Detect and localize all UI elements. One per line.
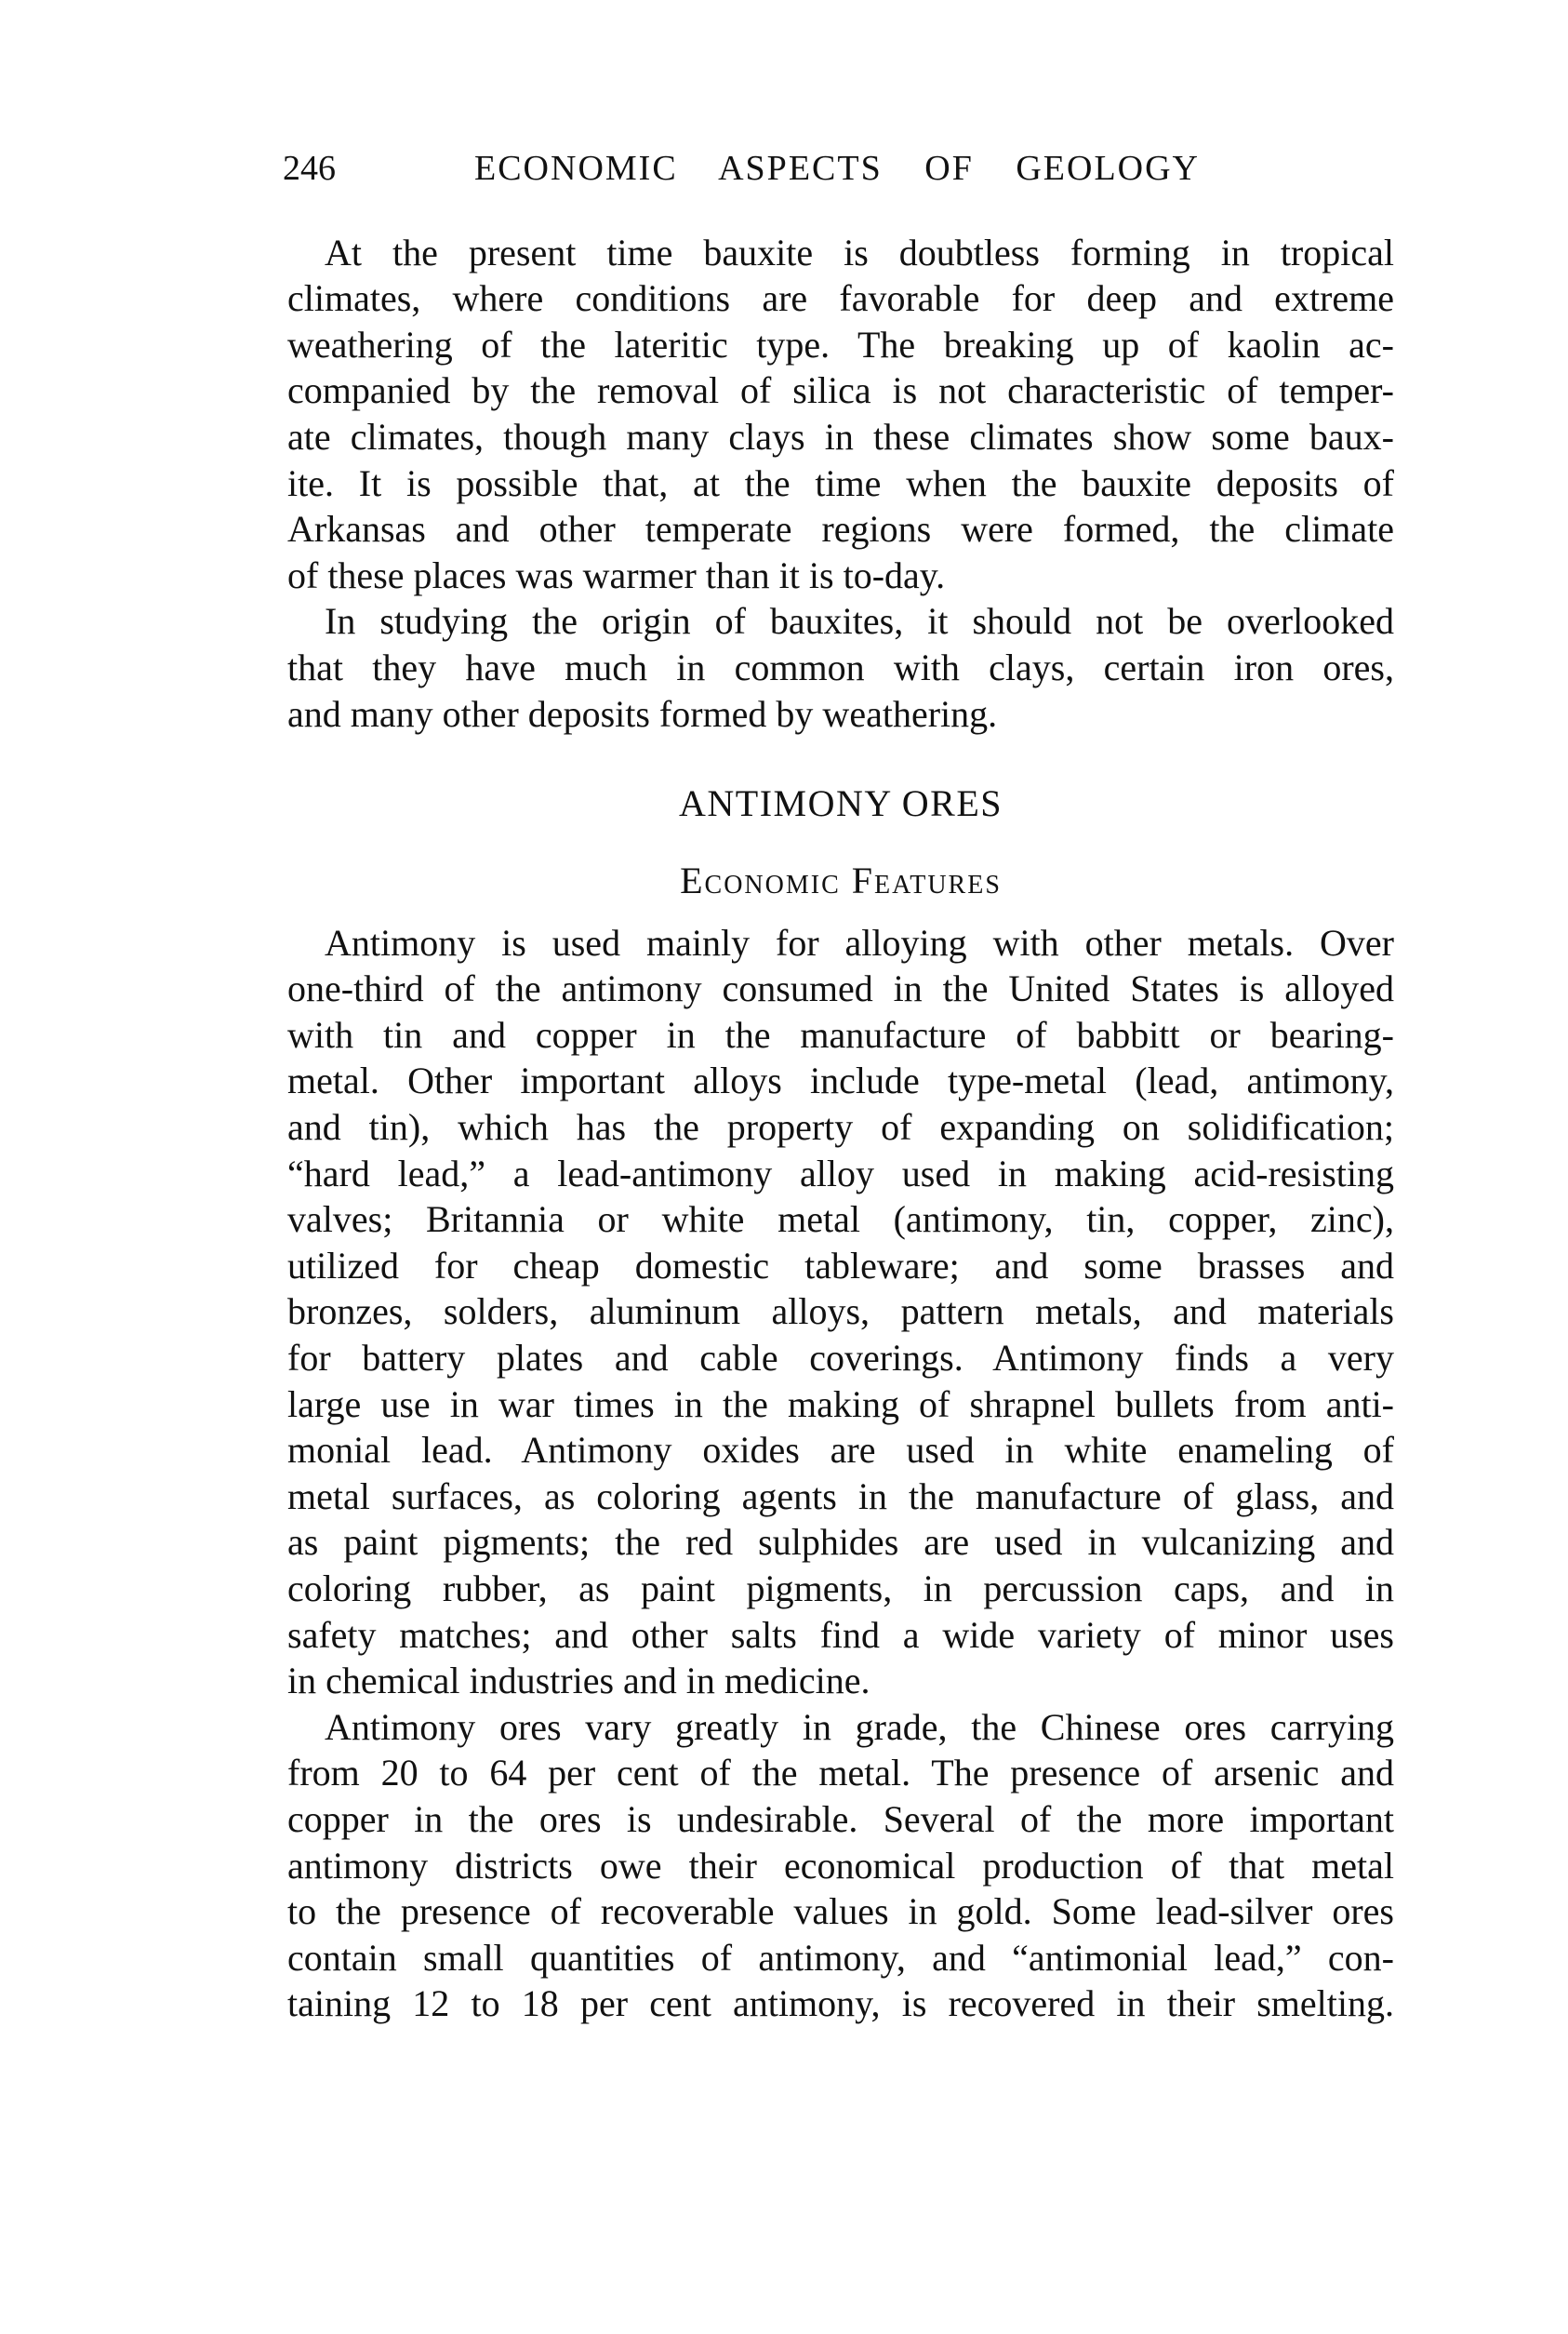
page-number: 246	[283, 149, 336, 188]
paragraph	[287, 1704, 1394, 2027]
text-line: antimony districts owe their economical production of that metal	[287, 1844, 1394, 1887]
text-line: weathering of the lateritic type. The breaking up of kaolin ac-	[287, 323, 1394, 366]
text-line: valves; Britannia or white metal (antimony, tin, copper, zinc),	[287, 1198, 1394, 1241]
running-title: ECONOMIC ASPECTS OF GEOLOGY	[474, 149, 1200, 188]
section-heading: ANTIMONY ORES	[678, 781, 1003, 824]
text-line: bronzes, solders, aluminum alloys, pattern metals, and materials	[287, 1290, 1394, 1333]
text-line: with tin and copper in the manufacture of babbitt or bearing-	[287, 1013, 1394, 1056]
text-line: metal. Other important alloys include type-metal (lead, antimony,	[287, 1060, 1394, 1102]
text-line: monial lead. Antimony oxides are used in white enameling of	[287, 1429, 1394, 1472]
section-subheading: Economic Features	[680, 859, 1002, 901]
paragraph	[287, 598, 1394, 737]
text-line: Antimony is used mainly for alloying with other metals. Over	[325, 921, 1394, 964]
text-line: to the presence of recoverable values in gold. Some lead-silver ores	[287, 1890, 1394, 1933]
text-line: taining 12 to 18 per cent antimony, is recovered in their smelting.	[287, 1982, 1394, 2025]
text-line: and many other deposits formed by weathering.	[287, 692, 998, 735]
text-line: At the present time bauxite is doubtless forming in tropical	[325, 231, 1394, 273]
text-line: copper in the ores is undesirable. Several of the more important	[287, 1797, 1394, 1840]
bauxite-continuation-text	[287, 230, 1394, 738]
text-line: coloring rubber, as paint pigments, in percussion caps, and in	[287, 1567, 1394, 1609]
text-line: ite. It is possible that, at the time when the bauxite deposits of	[287, 461, 1394, 504]
text-line: In studying the origin of bauxites, it should not be overlooked	[325, 600, 1394, 643]
text-line: of these places was warmer than it is to-day.	[287, 553, 946, 596]
text-line: Arkansas and other temperate regions were formed, the climate	[287, 508, 1394, 551]
paragraph	[287, 230, 1394, 599]
text-line: one-third of the antimony consumed in the United States is alloyed	[287, 967, 1394, 1010]
text-line: climates, where conditions are favorable for deep and extreme	[287, 277, 1394, 320]
text-line: Antimony ores vary greatly in grade, the Chinese ores carrying	[325, 1705, 1394, 1748]
text-line: and tin), which has the property of expanding on solidification;	[287, 1106, 1394, 1149]
antimony-section-text	[287, 920, 1394, 2027]
text-line: from 20 to 64 per cent of the metal. The presence of arsenic and	[287, 1752, 1394, 1794]
text-line: large use in war times in the making of shrapnel bullets from anti-	[287, 1382, 1394, 1425]
text-line: as paint pigments; the red sulphides are used in vulcanizing and	[287, 1521, 1394, 1564]
text-line: ate climates, though many clays in these climates show some baux-	[287, 416, 1394, 459]
text-line: contain small quantities of antimony, and “antimonial lead,” con-	[287, 1936, 1394, 1979]
text-line: metal surfaces, as coloring agents in the manufacture of glass, and	[287, 1474, 1394, 1517]
text-line: for battery plates and cable coverings. Antimony finds a very	[287, 1337, 1394, 1380]
text-line: safety matches; and other salts find a wide variety of minor uses	[287, 1613, 1394, 1656]
text-line: in chemical industries and in medicine.	[287, 1660, 870, 1702]
text-line: utilized for cheap domestic tableware; and some brasses and	[287, 1244, 1394, 1287]
paragraph	[287, 920, 1394, 1704]
text-line: that they have much in common with clays, certain iron ores,	[287, 647, 1394, 689]
text-line: companied by the removal of silica is not characteristic of temper-	[287, 369, 1394, 412]
text-line: “hard lead,” a lead-antimony alloy used in making acid-resisting	[287, 1152, 1394, 1194]
